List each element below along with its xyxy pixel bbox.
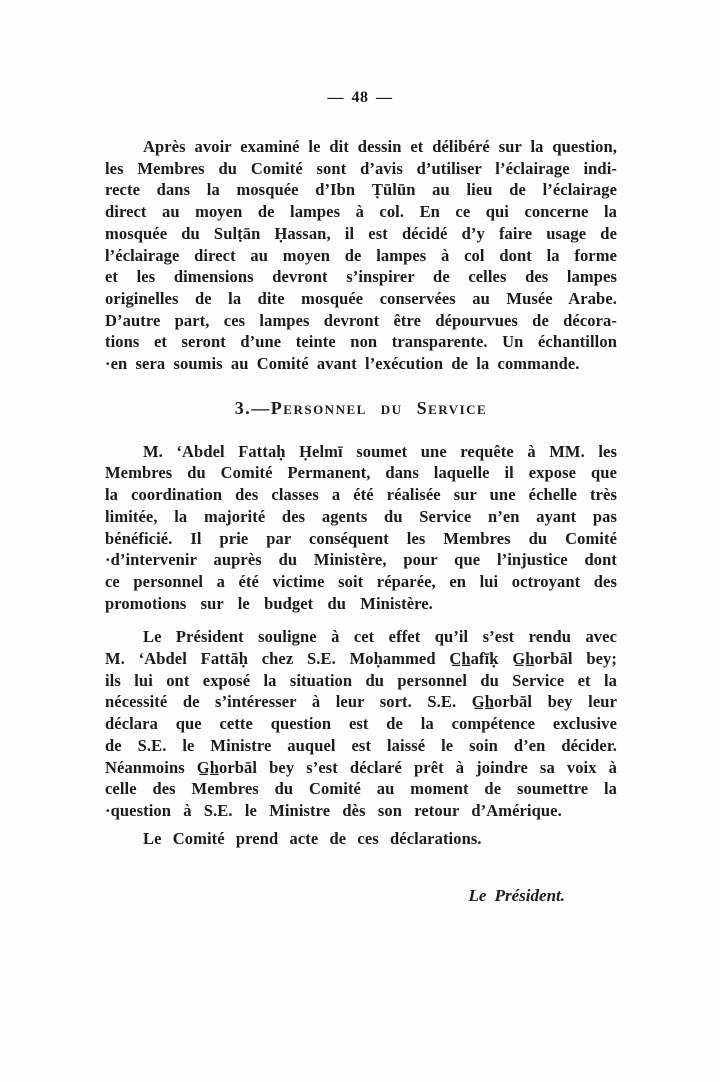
text-line: nécessité de s’intéresser à leur sort. S.E. G̲h̲orbāl bey leur — [105, 692, 617, 712]
text-line: bénéficié. Il prie par conséquent les Membres du Comité — [105, 528, 617, 548]
paragraph-comite-declaration — [105, 828, 617, 850]
text-line: Néanmoins G̲h̲orbāl bey s’est déclaré prêt à joindre sa voix à — [105, 757, 617, 777]
text-line: Membres du Comité Permanent, dans laquelle il expose que — [105, 463, 617, 483]
text-line: originelles de la dite mosquée conservées au Musée Arabe. — [105, 288, 617, 308]
text-line: limitée, la majorité des agents du Service n’en ayant pas — [105, 506, 617, 526]
text-line: celle des Membres du Comité au moment de soumettre la — [105, 779, 617, 799]
text-line: direct au moyen de lampes à col. En ce qui concerne la — [105, 202, 617, 222]
text-line: l’éclairage direct au moyen de lampes à col dont la forme — [105, 245, 617, 265]
text-line: M. ‘Abdel Fattaḥ Ḥelmī soumet une requête à MM. les — [143, 441, 617, 461]
paragraph-president-statement — [105, 626, 617, 821]
text-line: ce personnel a été victime soit réparée, en lui octroyant des — [105, 571, 617, 591]
text-line: de S.E. le Ministre auquel est laissé le soin d’en décider. — [105, 735, 617, 755]
text-line: Après avoir examiné le dit dessin et délibéré sur la question, — [143, 137, 617, 156]
section-heading-personnel-du-service: 3.—Personnel du Service — [234, 397, 488, 418]
text-line: ·question à S.E. le Ministre dès son retour d’Amérique. — [105, 800, 562, 820]
text-line: les Membres du Comité sont d’avis d’utiliser l’éclairage indi- — [105, 158, 617, 178]
text-line: déclara que cette question est de la compétence exclusive — [105, 714, 617, 734]
text-line: promotions sur le budget du Ministère. — [105, 593, 433, 613]
page-number: — 48 — — [327, 89, 393, 106]
text-line: ·d’intervenir auprès du Ministère, pour que l’injustice dont — [105, 550, 617, 570]
text-line: et les dimensions devront s’inspirer de celles des lampes — [105, 267, 617, 287]
text-line: la coordination des classes a été réalisée sur une échelle très — [105, 485, 617, 505]
text-line: ils lui ont exposé la situation du personnel du Service et la — [105, 670, 617, 690]
signature-le-president: Le Président. — [468, 886, 565, 906]
text-line: Le Comité prend acte de ces déclarations. — [143, 828, 482, 848]
text-line: tions et seront d’une teinte non transparente. Un échantillon — [105, 332, 617, 352]
page-content — [105, 136, 617, 906]
text-line: M. ‘Abdel Fattāḥ chez S.E. Moḥammed C̲h̲afīḳ G̲h̲orbāl bey; — [105, 649, 617, 669]
text-line: Le Président souligne à cet effet qu’il s’est rendu avec — [143, 627, 617, 647]
text-line: recte dans la mosquée d’Ibn Ṭūlūn au lieu de l’éclairage — [105, 180, 617, 200]
text-line: ·en sera soumis au Comité avant l’exécution de la commande. — [105, 354, 580, 374]
text-line: D’autre part, ces lampes devront être dépourvues de décora- — [105, 310, 617, 330]
paragraph-helmi-request — [105, 441, 617, 615]
text-line: mosquée du Sulṭān Ḥassan, il est décidé d’y faire usage de — [105, 223, 617, 243]
paragraph-lighting-decision — [105, 136, 617, 375]
